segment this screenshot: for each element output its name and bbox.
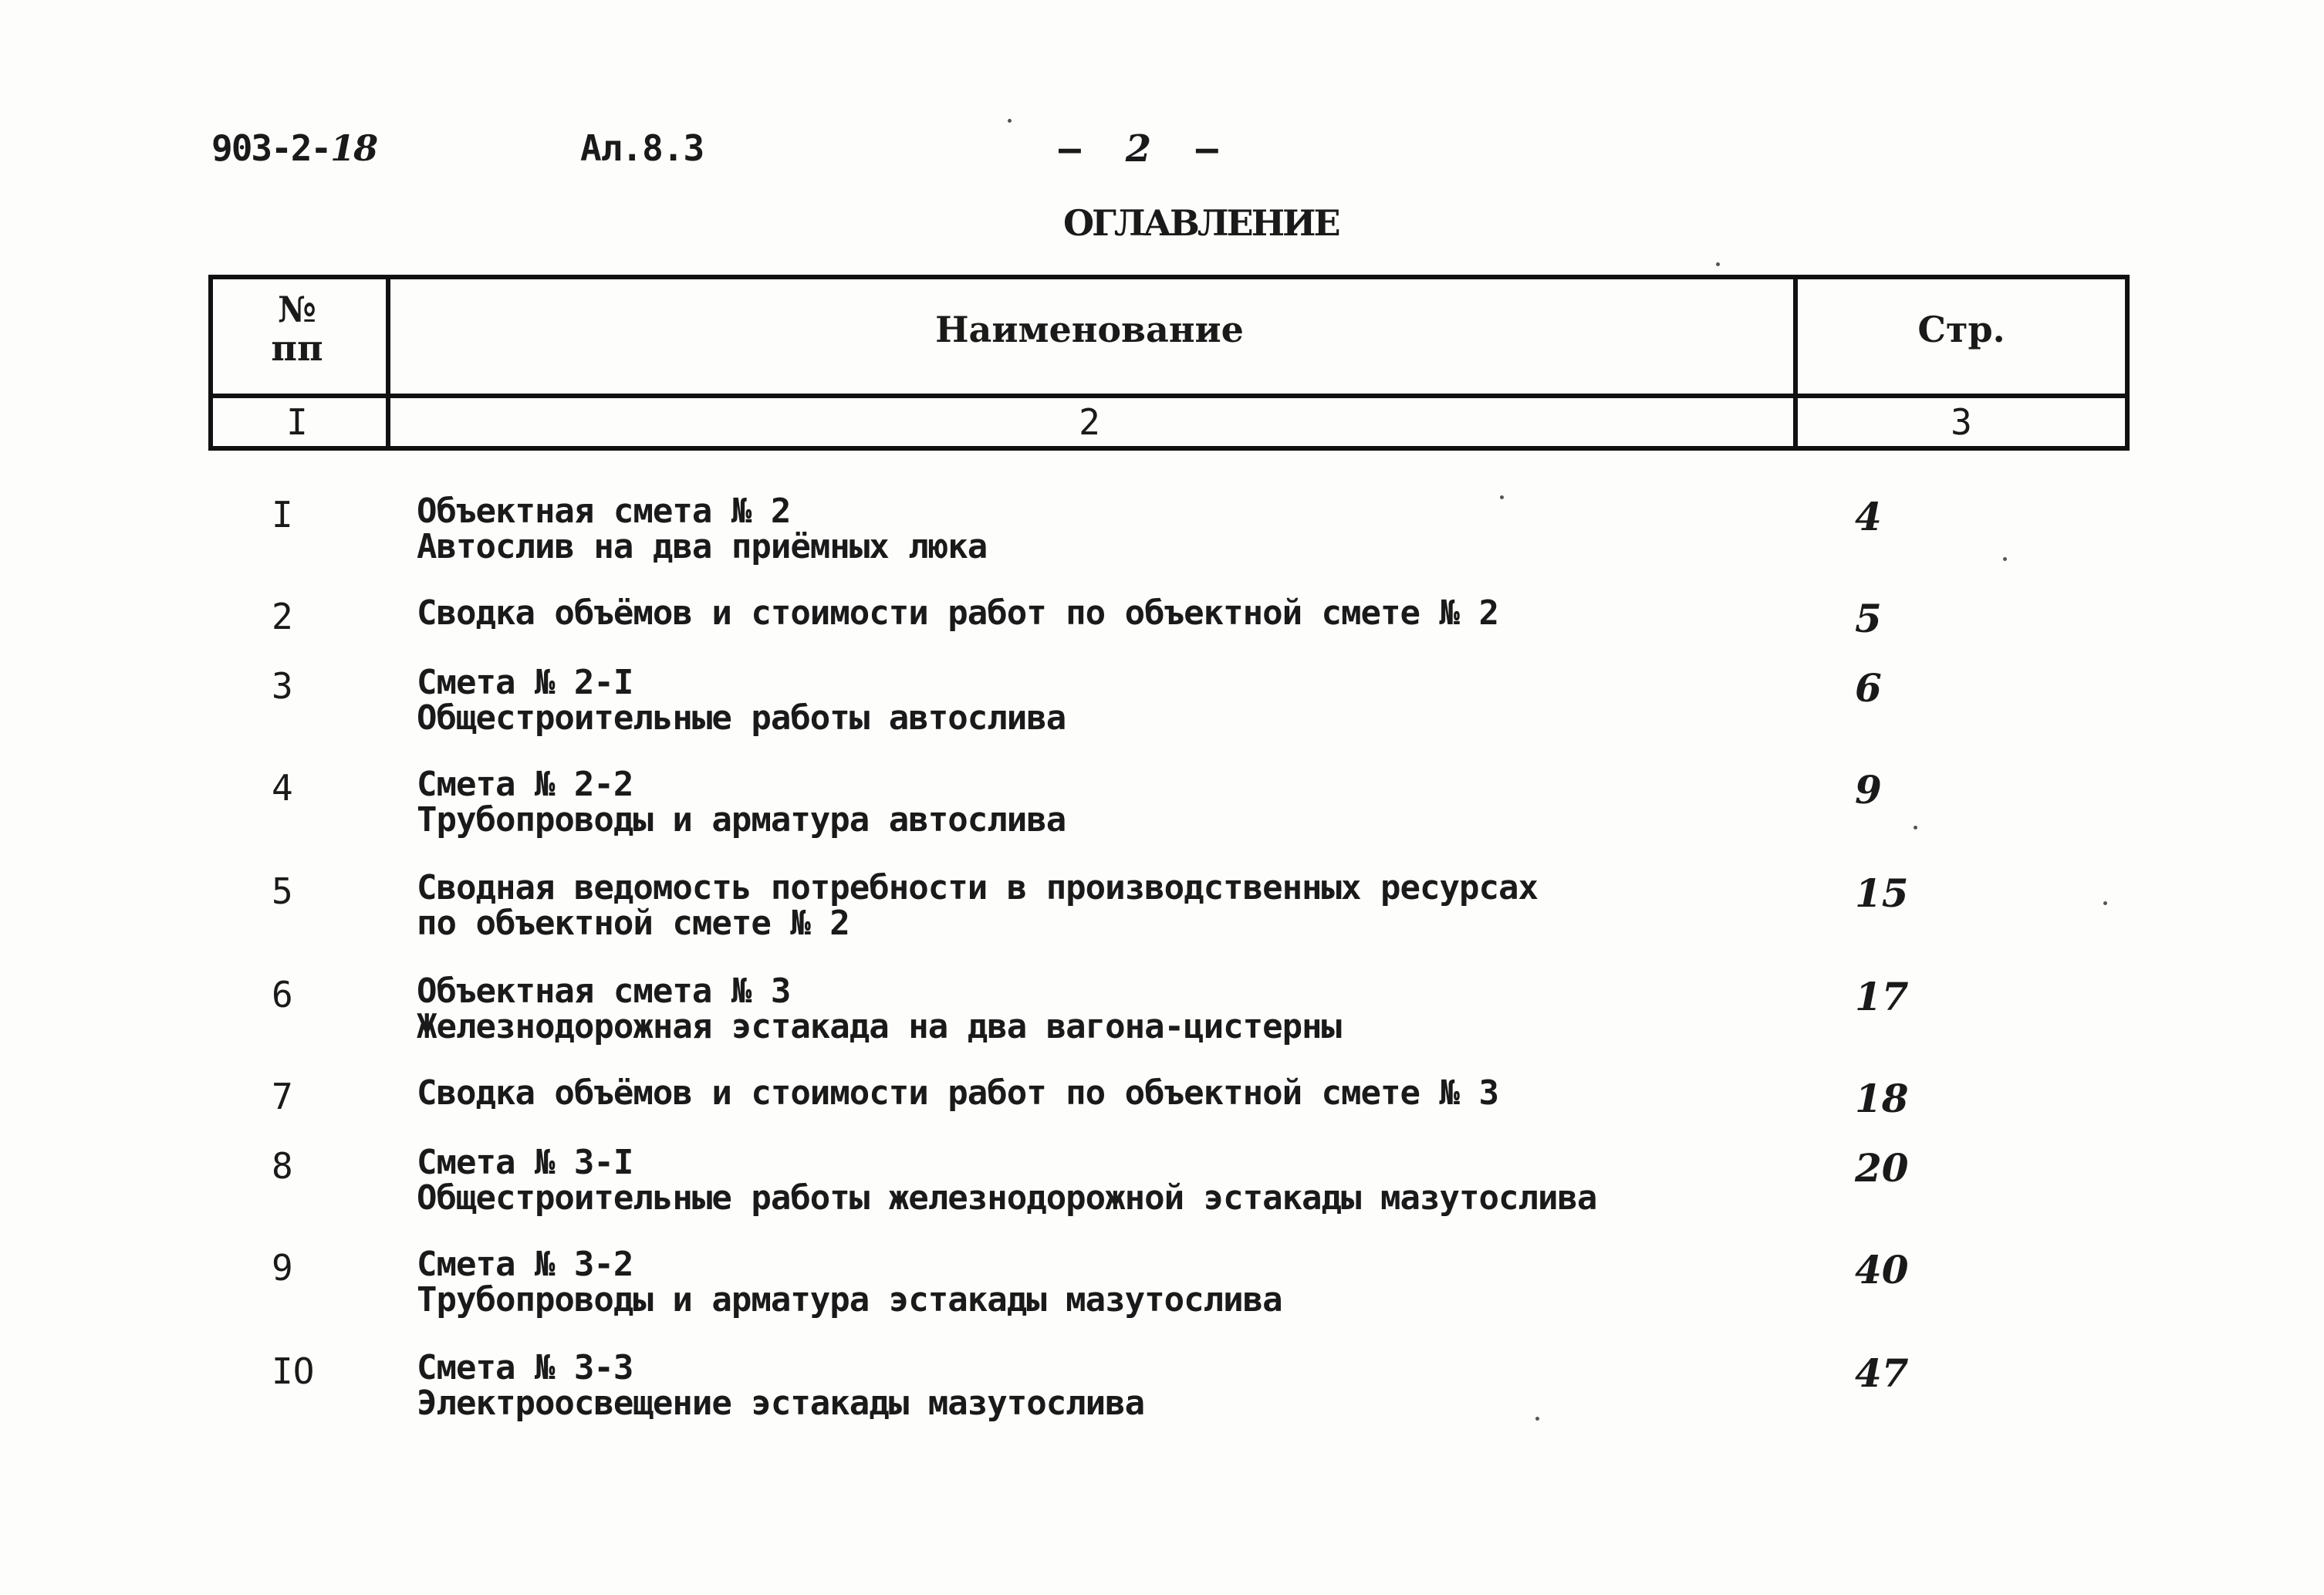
row-page: 4 [1855,494,1882,539]
row-number: 6 [272,974,293,1015]
document-code [211,127,377,169]
column-header-name: Наименование [935,309,1244,350]
row-name [417,494,987,565]
row-page: 9 [1855,767,1882,813]
row-name-line1: Сводка объёмов и стоимости работ по объектной смете № 2 [417,593,1498,633]
page-title: ОГЛАВЛЕНИЕ [1063,202,1339,244]
row-page: 47 [1855,1350,1909,1396]
scan-speck [1535,1417,1539,1421]
row-number: 3 [272,665,293,707]
document-code-handwritten: 18 [330,127,377,169]
row-number: 9 [272,1247,293,1289]
column-header-number-sign: № [278,289,316,330]
column-index-number: I [286,401,308,443]
row-number: IO [272,1350,315,1392]
row-name [417,767,1066,838]
column-header-number [208,290,386,367]
row-name-line2: по объектной смете № 2 [417,904,850,943]
scan-speck [2103,901,2107,905]
column-index-name: 2 [1079,401,1100,443]
scan-speck [1914,826,1917,830]
scan-speck [1500,495,1504,499]
row-name-line1: Объектная смета № 2 [417,492,791,531]
scan-speck [2003,557,2007,561]
row-name-line2: Железнодорожная эстакада на два вагона-цистерны [417,1007,1342,1046]
column-header-page: Стр. [1917,309,2005,350]
row-name-line2: Автослив на два приёмных люка [417,527,988,566]
column-header-number-abbr: пп [271,327,323,369]
row-number: 4 [272,767,293,809]
row-name [417,1247,1282,1318]
row-number: 7 [272,1076,293,1117]
row-name-line1: Сводка объёмов и стоимости работ по объектной смете № 3 [417,1073,1498,1113]
album-number: Ал.8.3 [580,127,704,169]
row-name [417,665,1066,736]
row-page: 15 [1855,870,1909,916]
page-number-value: 2 [1125,127,1152,171]
scan-speck [1008,119,1012,123]
row-name-line2: Трубопроводы и арматура эстакады мазутослива [417,1280,1282,1320]
row-name-line1: Объектная смета № 3 [417,972,791,1011]
column-index-page: 3 [1951,401,1972,443]
row-number: 5 [272,870,293,912]
row-name-line1: Смета № 3-I [417,1143,633,1182]
table-header-divider [208,394,2130,398]
row-number: I [272,494,293,536]
row-name-line2: Общестроительные работы автослива [417,698,1066,738]
row-page: 5 [1855,596,1882,641]
row-name [417,593,1498,633]
row-name-line1: Смета № 3-2 [417,1245,633,1284]
row-name-line2: Электроосвещение эстакады мазутослива [417,1384,1145,1423]
page-number-suffix: – [1195,127,1218,171]
row-name [417,1350,1144,1421]
row-name [417,870,1538,941]
row-name-line1: Смета № 2-I [417,663,633,702]
page-number-prefix: – [1059,127,1081,171]
row-name-line1: Сводная ведомость потребности в производственных ресурсах [417,868,1538,907]
row-name-line2: Трубопроводы и арматура автослива [417,800,1066,840]
row-name-line1: Смета № 3-3 [417,1348,633,1387]
row-name-line2: Общестроительные работы железнодорожной эстакады мазутослива [417,1178,1597,1218]
row-page: 18 [1855,1076,1909,1121]
row-page: 20 [1855,1145,1909,1191]
row-page: 6 [1855,665,1882,711]
document-code-printed: 903-2- [211,127,331,169]
row-number: 8 [272,1145,293,1187]
row-name [417,974,1341,1045]
page-number [1059,127,1218,171]
row-name [417,1145,1596,1216]
row-name [417,1073,1498,1113]
row-page: 17 [1855,974,1909,1019]
row-number: 2 [272,596,293,637]
row-name-line1: Смета № 2-2 [417,765,633,804]
table-header [208,275,2130,451]
row-page: 40 [1855,1247,1909,1293]
scan-speck [1716,262,1720,266]
